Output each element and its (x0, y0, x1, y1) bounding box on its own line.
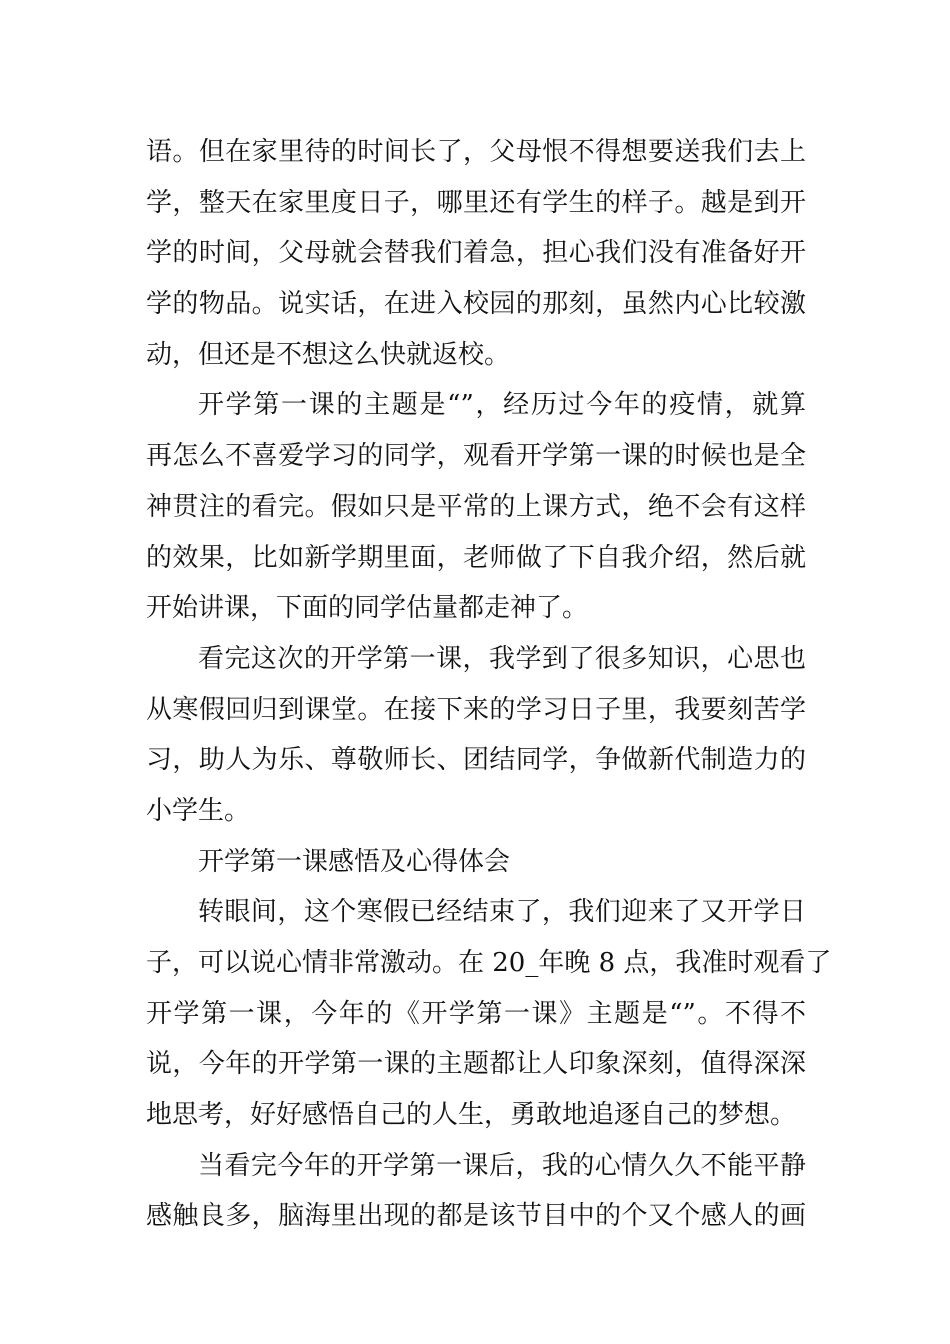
text-line: 学的时间，父母就会替我们着急，担心我们没有准备好开 (146, 238, 806, 269)
text-line: 开学第一课的主题是“”，经历过今年的疫情，就算 (198, 390, 806, 421)
text-line: 动，但还是不想这么快就返校。 (146, 339, 511, 370)
text-line: 习，助人为乐、尊敬师长、团结同学，争做新代制造力的 (146, 745, 806, 776)
text-line: 子，可以说心情非常激动。在 20_年晚 8 点，我准时观看了 (146, 948, 832, 978)
document-body (146, 127, 832, 1242)
text-line: 看完这次的开学第一课，我学到了很多知识，心思也 (198, 643, 806, 674)
section-heading: 开学第一课感悟及心得体会 (198, 846, 511, 877)
text-line: 神贯注的看完。假如只是平常的上课方式，绝不会有这样 (146, 491, 806, 522)
text-line: 从寒假回归到课堂。在接下来的学习日子里，我要刻苦学 (146, 694, 806, 725)
text-line: 地思考，好好感悟自己的人生，勇敢地追逐自己的梦想。 (146, 1100, 797, 1131)
text-line: 当看完今年的开学第一课后，我的心情久久不能平静 (198, 1150, 806, 1181)
text-line: 学，整天在家里度日子，哪里还有学生的样子。越是到开 (146, 187, 806, 218)
text-line: 开学第一课，今年的《开学第一课》主题是“”。不得不 (146, 998, 806, 1029)
text-line: 小学生。 (146, 795, 251, 826)
text-line: 感触良多，脑海里出现的都是该节目中的个又个感人的画 (146, 1201, 806, 1232)
text-line: 开始讲课，下面的同学估量都走神了。 (146, 593, 589, 624)
text-line: 的效果，比如新学期里面，老师做了下自我介绍，然后就 (146, 542, 806, 573)
text-line: 学的物品。说实话，在进入校园的那刻，虽然内心比较激 (146, 289, 806, 320)
text-line: 语。但在家里待的时间长了，父母恨不得想要送我们去上 (146, 137, 806, 167)
text-line: 说，今年的开学第一课的主题都让人印象深刻，值得深深 (146, 1049, 806, 1080)
text-line: 再怎么不喜爱学习的同学，观看开学第一课的时候也是全 (146, 441, 806, 472)
text-line: 转眼间，这个寒假已经结束了，我们迎来了又开学日 (198, 897, 806, 928)
